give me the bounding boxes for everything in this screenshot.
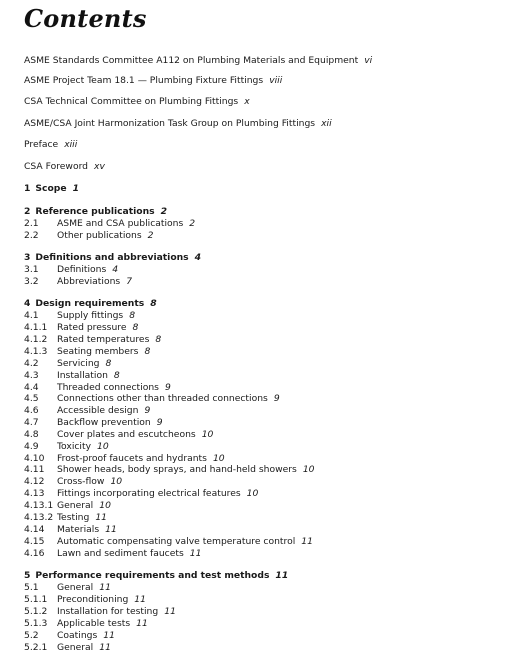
toc-entry-title: Definitions and abbreviations (35, 252, 189, 263)
toc-entry-page: 2 (160, 206, 168, 217)
toc-entry-title: Abbreviations (57, 276, 121, 287)
toc-entry-title: Backflow prevention (57, 417, 151, 428)
toc-entry-title: Cross-flow (57, 476, 105, 487)
toc-entry[interactable] (24, 322, 138, 334)
toc-entry-page: 9 (156, 417, 163, 428)
toc-entry-title: Design requirements (35, 298, 145, 309)
toc-entry[interactable] (24, 96, 250, 108)
toc-entry[interactable] (24, 161, 105, 173)
toc-entry-title: Toxicity (57, 441, 92, 452)
toc-entry-page: 11 (99, 582, 111, 593)
toc-entry-number: 1 (24, 183, 31, 194)
toc-entry-number: 3.1 (24, 264, 39, 275)
toc-section-heading[interactable] (24, 206, 167, 218)
toc-entry[interactable] (24, 618, 148, 630)
toc-entry[interactable] (24, 218, 195, 230)
toc-entry-page: 10 (201, 429, 214, 440)
toc-entry[interactable] (24, 393, 280, 405)
toc-entry-number: 5 (24, 570, 31, 581)
toc-entry-number: 4.13.2 (24, 512, 54, 523)
toc-entry-number: 5.2.1 (24, 642, 48, 653)
toc-entry-page: 2 (189, 218, 196, 229)
toc-entry[interactable] (24, 642, 111, 654)
toc-entry-number: 5.1.2 (24, 606, 48, 617)
toc-entry-page: 8 (150, 298, 157, 309)
toc-entry-title: Frost-proof faucets and hydrants (57, 453, 207, 464)
toc-entry-page: 8 (105, 358, 112, 369)
toc-entry[interactable] (24, 358, 111, 370)
toc-entry-page: vi (364, 55, 373, 66)
toc-entry-number: 4.15 (24, 536, 45, 547)
toc-entry-page: 8 (132, 322, 139, 333)
toc-entry-page: 11 (105, 524, 117, 535)
toc-entry-number: 3 (24, 252, 31, 263)
toc-section-heading[interactable] (24, 570, 288, 582)
toc-entry-title: ASME/CSA Joint Harmonization Task Group on Plumbing Fittings (24, 118, 316, 129)
toc-entry-title: Rated temperatures (57, 334, 150, 345)
toc-entry[interactable] (24, 334, 161, 346)
toc-entry-page: xii (321, 118, 332, 129)
toc-entry[interactable] (24, 230, 154, 242)
toc-entry-page: 11 (99, 642, 111, 653)
toc-entry[interactable] (24, 75, 282, 87)
toc-entry-page: 8 (155, 334, 162, 345)
toc-entry-number: 5.1.3 (24, 618, 48, 629)
toc-entry-page: 10 (99, 500, 111, 511)
toc-entry-number: 5.1.1 (24, 594, 48, 605)
toc-entry-page: 10 (212, 453, 225, 464)
toc-entry-number: 4.1.3 (24, 346, 48, 357)
toc-entry-page: 10 (110, 476, 123, 487)
toc-entry-number: 4.1 (24, 310, 39, 321)
toc-entry[interactable] (24, 594, 146, 606)
toc-entry-page: 8 (129, 310, 136, 321)
toc-entry[interactable] (24, 606, 176, 618)
toc-entry-number: 4.10 (24, 453, 45, 464)
toc-entry[interactable] (24, 488, 258, 500)
toc-entry-page: 4 (194, 252, 202, 263)
toc-entry-title: Accessible design (57, 405, 139, 416)
toc-entry-number: 2.2 (24, 230, 39, 241)
toc-entry-page: 10 (97, 441, 109, 452)
toc-entry-title: Fittings incorporating electrical features (57, 488, 241, 499)
toc-entry-page: 4 (112, 264, 119, 275)
toc-entry-title: Other publications (57, 230, 142, 241)
toc-entry-page: 9 (144, 405, 151, 416)
toc-entry-title: ASME Standards Committee A112 on Plumbing Materials and Equipment (24, 55, 359, 66)
toc-entry-title: Testing (57, 512, 90, 523)
toc-entry-page: 9 (164, 382, 171, 393)
toc-entry[interactable] (24, 417, 163, 429)
toc-entry-page: viii (269, 75, 283, 86)
toc-entry-title: Performance requirements and test methods (35, 570, 270, 581)
toc-entry[interactable] (24, 536, 313, 548)
toc-entry-number: 4.13 (24, 488, 45, 499)
toc-entry-title: Scope (35, 183, 67, 194)
toc-entry-number: 4.6 (24, 405, 39, 416)
toc-entry-title: Preconditioning (57, 594, 129, 605)
toc-entry-number: 4.13.1 (24, 500, 54, 511)
toc-entry-title: CSA Technical Committee on Plumbing Fittings (24, 96, 239, 107)
toc-entry-page: 11 (189, 548, 202, 559)
toc-entry-title: Installation (57, 370, 108, 381)
toc-entry-number: 4.3 (24, 370, 39, 381)
toc-section-heading[interactable] (24, 183, 79, 195)
toc-entry-number: 5.2 (24, 630, 39, 641)
toc-entry-number: 4 (24, 298, 31, 309)
toc-entry-title: CSA Foreword (24, 161, 89, 172)
toc-entry-title: Seating members (57, 346, 139, 357)
toc-entry-title: Coatings (57, 630, 98, 641)
toc-entry-page: 8 (144, 346, 151, 357)
toc-entry[interactable] (24, 429, 213, 441)
toc-entry-page: 2 (147, 230, 154, 241)
toc-entry-page: 11 (164, 606, 176, 617)
toc-entry-number: 4.12 (24, 476, 45, 487)
toc-entry-page: xv (94, 161, 105, 172)
toc-entry-number: 2.1 (24, 218, 39, 229)
toc-entry-number: 4.2 (24, 358, 39, 369)
toc-entry-number: 4.5 (24, 393, 39, 404)
toc-entry[interactable] (24, 476, 122, 488)
toc-entry-page: 8 (113, 370, 120, 381)
toc-entry-page: 1 (72, 183, 79, 194)
toc-entry[interactable] (24, 464, 315, 476)
toc-entry[interactable] (24, 346, 150, 358)
toc-entry-page: 11 (134, 594, 146, 605)
toc-entry-title: Cover plates and escutcheons (57, 429, 196, 440)
toc-entry-page: 9 (273, 393, 280, 404)
toc-entry-page: 10 (302, 464, 315, 475)
toc-entry[interactable] (24, 139, 77, 151)
toc-entry-number: 4.11 (24, 464, 45, 475)
toc-section-heading[interactable] (24, 252, 201, 264)
page-title: Contents (24, 4, 147, 33)
toc-entry-title: ASME Project Team 18.1 — Plumbing Fixture Fittings (24, 75, 264, 86)
toc-entry-title: Supply fittings (57, 310, 124, 321)
toc-entry-title: General (57, 642, 94, 653)
toc-entry-page: xiii (64, 139, 78, 150)
toc-entry-title: ASME and CSA publications (57, 218, 184, 229)
toc-entry[interactable] (24, 405, 150, 417)
toc-entry-title: Threaded connections (57, 382, 159, 393)
toc-entry-number: 4.4 (24, 382, 39, 393)
toc-entry[interactable] (24, 310, 135, 322)
toc-entry[interactable] (24, 582, 111, 594)
toc-entry[interactable] (24, 548, 201, 560)
toc-entry-title: Automatic compensating valve temperature control (57, 536, 296, 547)
toc-entry-number: 2 (24, 206, 31, 217)
toc-entry[interactable] (24, 524, 117, 536)
toc-entry-number: 3.2 (24, 276, 39, 287)
toc-entry-page: 11 (136, 618, 148, 629)
toc-entry[interactable] (24, 500, 111, 512)
toc-entry-title: Reference publications (35, 206, 155, 217)
toc-section-heading[interactable] (24, 298, 157, 310)
toc-entry-page: 7 (126, 276, 133, 287)
toc-entry[interactable] (24, 630, 115, 642)
toc-entry-number: 5.1 (24, 582, 39, 593)
toc-entry-page: 10 (246, 488, 259, 499)
toc-entry[interactable] (24, 276, 132, 288)
toc-entry-number: 4.1.2 (24, 334, 48, 345)
toc-entry-title: Materials (57, 524, 100, 535)
toc-entry-number: 4.7 (24, 417, 39, 428)
toc-entry[interactable] (24, 118, 332, 130)
toc-entry-page: 11 (95, 512, 108, 523)
toc-entry-number: 4.8 (24, 429, 39, 440)
toc-entry-title: Connections other than threaded connections (57, 393, 268, 404)
toc-entry-title: Shower heads, body sprays, and hand-held showers (57, 464, 297, 475)
toc-entry-title: Lawn and sediment faucets (57, 548, 184, 559)
toc-entry[interactable] (24, 441, 109, 453)
toc-entry-number: 4.14 (24, 524, 45, 535)
toc-entry-title: Definitions (57, 264, 107, 275)
toc-entry-title: Servicing (57, 358, 100, 369)
toc-entry-title: Installation for testing (57, 606, 159, 617)
toc-entry-page: 11 (103, 630, 115, 641)
toc-entry-page: x (244, 96, 250, 107)
toc-entry-number: 4.1.1 (24, 322, 48, 333)
toc-entry[interactable] (24, 55, 372, 67)
toc-entry[interactable] (24, 370, 120, 382)
toc-entry-page: 11 (301, 536, 313, 547)
toc-entry-title: Rated pressure (57, 322, 127, 333)
toc-entry-title: General (57, 500, 94, 511)
toc-entry[interactable] (24, 264, 118, 276)
toc-entry-page: 11 (275, 570, 289, 581)
toc-entry[interactable] (24, 512, 107, 524)
toc-entry-number: 4.16 (24, 548, 45, 559)
toc-entry-title: General (57, 582, 94, 593)
toc-entry-title: Preface (24, 139, 59, 150)
toc-entry-number: 4.9 (24, 441, 39, 452)
toc-entry-title: Applicable tests (57, 618, 131, 629)
